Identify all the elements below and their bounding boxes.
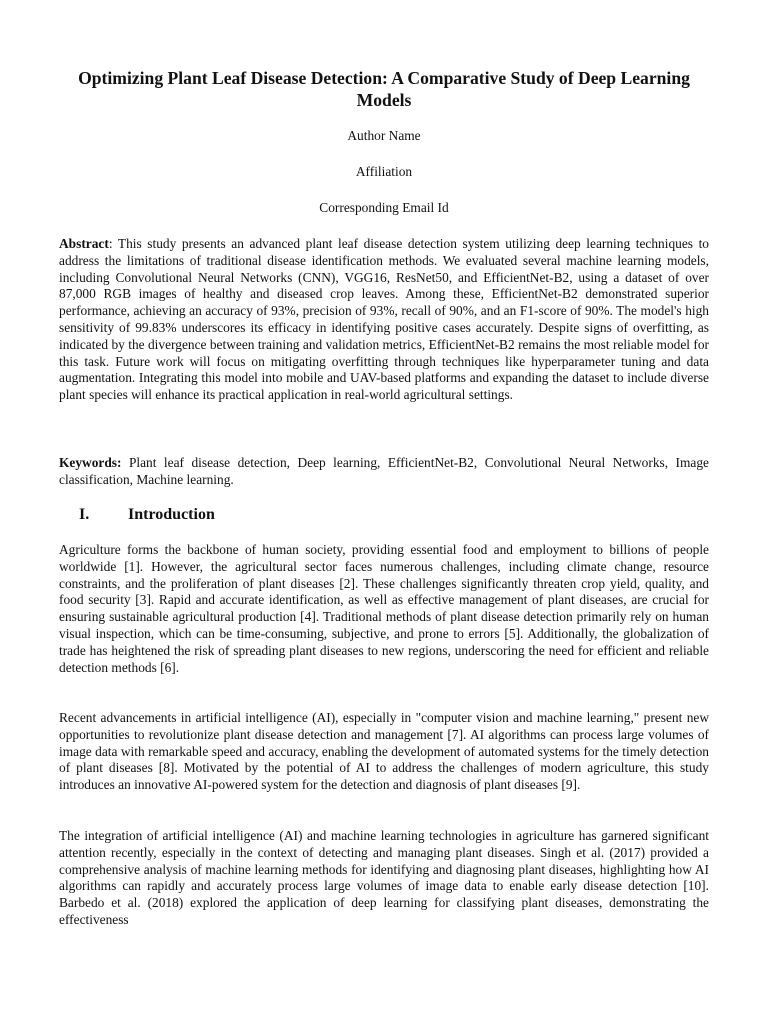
affiliation: Affiliation (355, 164, 413, 179)
keywords (59, 455, 709, 489)
intro-paragraph-2: Recent advancements in artificial intelligence (AI), especially in "computer vision and machine learning," present new opportunities to revolutionize plant disease detection and management [7]. AI algorithms can process large volumes of image data with remarkable speed and accuracy, enabling the development of automated systems for the timely detection of plant diseases [8]. Motivated by the potential of AI to address the challenges of modern agriculture, this study introduces an innovative AI-powered system for the detection and diagnosis of plant diseases [9]. (59, 710, 709, 793)
keywords-label: Keywords: (59, 455, 122, 470)
author-name: Author Name (347, 128, 421, 143)
abstract (59, 236, 709, 404)
section-heading-introduction (79, 505, 215, 525)
paper-title: Optimizing Plant Leaf Disease Detection: A Comparative Study of Deep Learning Models (78, 68, 690, 110)
corresponding-email: Corresponding Email Id (319, 200, 449, 215)
abstract-label: Abstract (59, 236, 109, 251)
section-title: Introduction (128, 506, 215, 523)
keywords-text: Plant leaf disease detection, Deep learning, EfficientNet-B2, Convolutional Neural Networks, Image classification, Machine learning. (59, 455, 709, 487)
intro-paragraph-3: The integration of artificial intelligence (AI) and machine learning technologies in agriculture has garnered significant attention recently, especially in the context of detecting and managing plant diseases. Singh et al. (2017) provided a comprehensive analysis of machine learning methods for identifying and diagnosing plant diseases, highlighting how AI algorithms can rapidly and accurately process large volumes of image data to enable early disease detection [10]. Barbedo et al. (2018) explored the application of deep learning for classifying plant diseases, demonstrating the effectiveness (59, 828, 709, 927)
intro-paragraph-1: Agriculture forms the backbone of human society, providing essential food and employment to billions of people worldwide [1]. However, the agricultural sector faces numerous challenges, including climate change, resource constraints, and the proliferation of plant diseases [2]. These challenges significantly threaten crop yield, quality, and food security [3]. Rapid and accurate identification, as well as effective management of plant diseases, are crucial for ensuring sustainable agricultural production [4]. Traditional methods of plant disease detection primarily rely on human visual inspection, which can be time-consuming, subjective, and prone to errors [5]. Additionally, the globalization of trade has heightened the risk of spreading plant diseases to new regions, underscoring the need for efficient and reliable detection methods [6]. (59, 542, 709, 675)
section-number: I. (79, 506, 90, 523)
abstract-text: : This study presents an advanced plant leaf disease detection system utilizing deep learning techniques to address the limitations of traditional disease identification methods. We evaluated several machine learning models, including Convolutional Neural Networks (CNN), VGG16, ResNet50, and EfficientNet-B2, using a dataset of over 87,000 RGB images of healthy and diseased crop leaves. Among these, EfficientNet-B2 demonstrated superior performance, achieving an accuracy of 93%, precision of 93%, recall of 90%, and an F1-score of 90%. The model's high sensitivity of 99.83% underscores its efficacy in identifying positive cases accurately. Despite signs of overfitting, as indicated by the divergence between training and validation metrics, EfficientNet-B2 remains the most reliable model for this task. Future work will focus on mitigating overfitting through techniques like hyperparameter tuning and data augmentation. Integrating this model into mobile and UAV-based platforms and expanding the dataset to include diverse plant species will enhance its practical application in real-world agricultural settings. (59, 236, 709, 403)
